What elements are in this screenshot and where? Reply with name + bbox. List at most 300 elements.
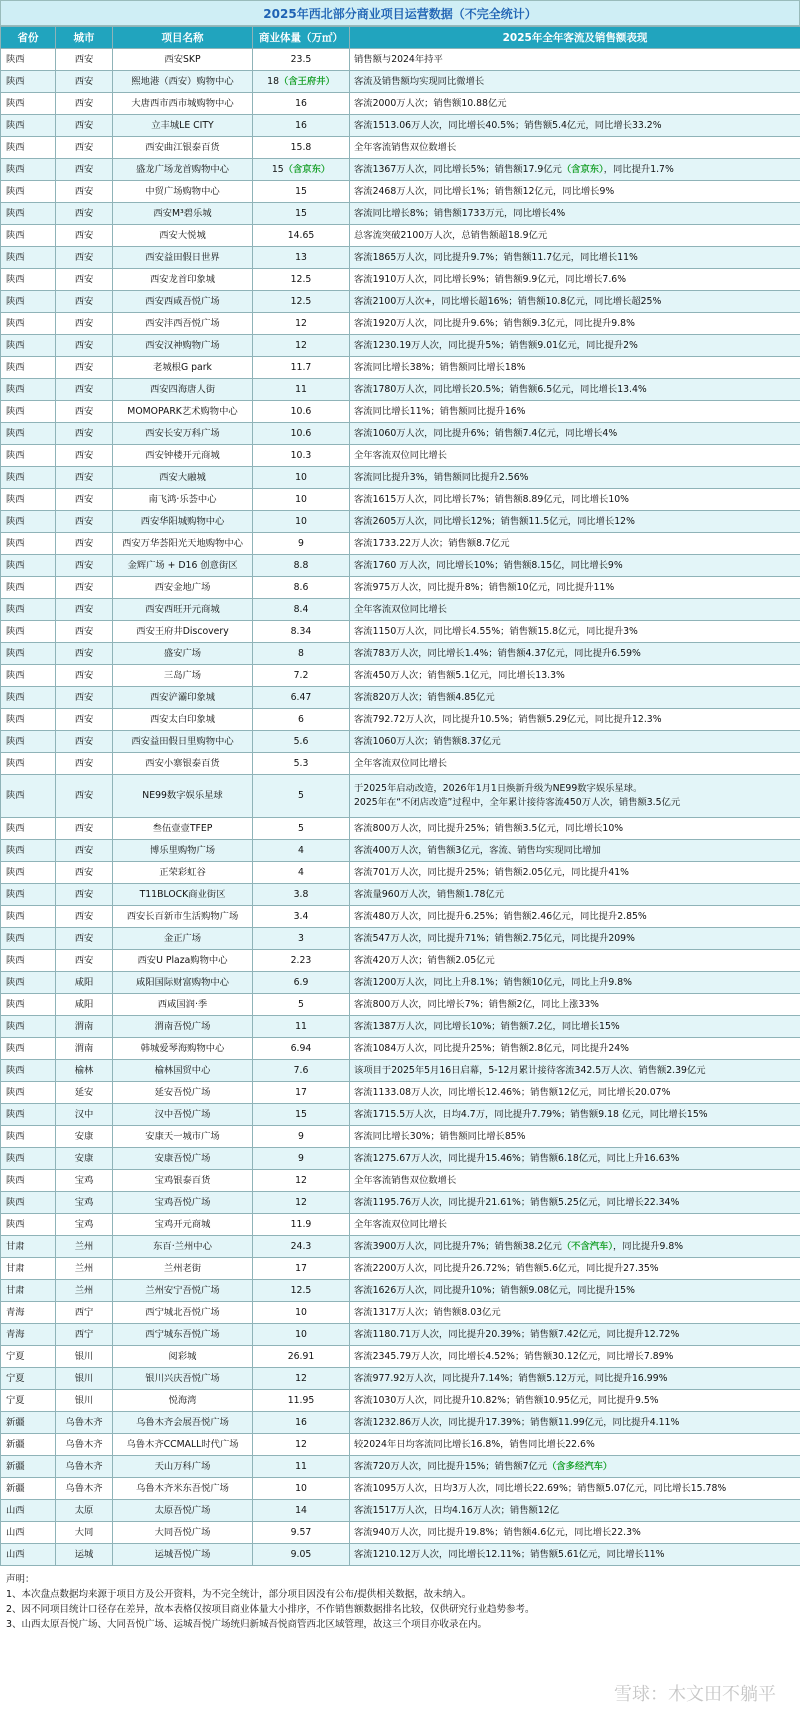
- table-row: [1, 1038, 800, 1060]
- cell-performance: [350, 181, 800, 203]
- cell-province: 陕西: [1, 1214, 56, 1236]
- cell-city: 西宁: [56, 1324, 113, 1346]
- cell-area: [253, 994, 350, 1016]
- area-value: 7.2: [293, 669, 309, 681]
- performance-text: 客流1200万人次，同比上升8.1%；销售额10亿元，同比上升9.8%: [354, 976, 632, 988]
- cell-performance: [350, 335, 800, 357]
- cell-city: 榆林: [56, 1060, 113, 1082]
- cell-performance: [350, 137, 800, 159]
- cell-city: 西安: [56, 181, 113, 203]
- note-line: 2、因不同项目统计口径存在差异，故本表格仅按项目商业体量大小排序，不作销售额数据排名比较，仅供研究行业趋势参考。: [6, 1604, 535, 1615]
- performance-text: 总客流突破2100万人次，总销售额超18.9亿元: [354, 229, 548, 241]
- cell-performance: [350, 1148, 800, 1170]
- cell-performance: [350, 884, 800, 906]
- table-row: [1, 423, 800, 445]
- cell-province: 陕西: [1, 1016, 56, 1038]
- cell-project: 西安汉神购物广场: [113, 335, 253, 357]
- area-value: 10: [295, 515, 307, 527]
- cell-area: [253, 950, 350, 972]
- area-value: 10.6: [290, 405, 312, 417]
- cell-project: 咸阳国际财富购物中心: [113, 972, 253, 994]
- cell-project: 安康天一城市广场: [113, 1126, 253, 1148]
- table-row: [1, 665, 800, 687]
- performance-text: 客流820万人次；销售额4.85亿元: [354, 691, 495, 703]
- cell-area: [253, 313, 350, 335]
- table-row: [1, 181, 800, 203]
- table-row: [1, 137, 800, 159]
- cell-area: [253, 71, 350, 93]
- cell-city: 西安: [56, 247, 113, 269]
- cell-province: 陕西: [1, 643, 56, 665]
- cell-area: [253, 1214, 350, 1236]
- cell-area: [253, 291, 350, 313]
- performance-text: 该项目于2025年5月16日启幕，5-12月累计接待客流342.5万人次、销售额2.39亿元: [354, 1064, 706, 1076]
- performance-text: 客流1513.06万人次，同比增长40.5%；销售额5.4亿元，同比增长33.2%: [354, 119, 662, 131]
- cell-project: 西安西咸吾悦广场: [113, 291, 253, 313]
- area-note: （含王府井）: [279, 75, 335, 87]
- cell-performance: [350, 401, 800, 423]
- cell-city: 西安: [56, 225, 113, 247]
- cell-project: 金辉广场 + D16 创意街区: [113, 555, 253, 577]
- cell-area: [253, 1126, 350, 1148]
- performance-text: 客流977.92万人次，同比提升7.14%；销售额5.12万元，同比提升16.99%: [354, 1372, 668, 1384]
- cell-city: 西安: [56, 687, 113, 709]
- cell-city: 银川: [56, 1368, 113, 1390]
- data-table: [0, 26, 800, 1566]
- cell-city: 银川: [56, 1390, 113, 1412]
- cell-city: 西安: [56, 709, 113, 731]
- cell-project: 安康吾悦广场: [113, 1148, 253, 1170]
- cell-performance: [350, 445, 800, 467]
- cell-area: [253, 423, 350, 445]
- cell-province: 陕西: [1, 950, 56, 972]
- cell-city: 西安: [56, 928, 113, 950]
- cell-city: 西安: [56, 489, 113, 511]
- area-value: 9.57: [290, 1526, 312, 1538]
- cell-city: 安康: [56, 1148, 113, 1170]
- cell-province: 新疆: [1, 1456, 56, 1478]
- cell-project: 大同吾悦广场: [113, 1522, 253, 1544]
- area-value: 3.4: [293, 910, 309, 922]
- table-row: [1, 775, 800, 818]
- area-value: 14.65: [287, 229, 315, 241]
- cell-project: 西安曲江银泰百货: [113, 137, 253, 159]
- cell-area: [253, 577, 350, 599]
- notes-heading: 声明：: [6, 1574, 35, 1585]
- cell-area: [253, 1478, 350, 1500]
- cell-city: 兰州: [56, 1280, 113, 1302]
- cell-province: 陕西: [1, 313, 56, 335]
- area-value: 3: [298, 932, 304, 944]
- performance-text: 客流2345.79万人次，同比增长4.52%；销售额30.12亿元，同比增长7.89%: [354, 1350, 674, 1362]
- cell-city: 宝鸡: [56, 1192, 113, 1214]
- table-row: [1, 1082, 800, 1104]
- table-row: [1, 1016, 800, 1038]
- cell-city: 运城: [56, 1544, 113, 1566]
- performance-text: 客流1084万人次，同比提升25%；销售额2.8亿元，同比提升24%: [354, 1042, 630, 1054]
- cell-city: 西安: [56, 313, 113, 335]
- page-title: 2025年西北部分商业项目运营数据（不完全统计）: [0, 0, 800, 26]
- cell-project: 西安益田假日里购物中心: [113, 731, 253, 753]
- cell-city: 西安: [56, 467, 113, 489]
- cell-area: [253, 1368, 350, 1390]
- table-row: [1, 225, 800, 247]
- table-row: [1, 1522, 800, 1544]
- performance-text: 客流1760 万人次，同比增长10%；销售额8.15亿，同比增长9%: [354, 559, 623, 571]
- area-value: 10: [295, 1306, 307, 1318]
- table-row: [1, 1456, 800, 1478]
- cell-city: 西安: [56, 731, 113, 753]
- performance-text: 全年客流销售双位数增长: [354, 1174, 457, 1186]
- table-row: [1, 1214, 800, 1236]
- cell-area: [253, 643, 350, 665]
- table-row: [1, 1324, 800, 1346]
- cell-city: 兰州: [56, 1236, 113, 1258]
- cell-performance: [350, 1192, 800, 1214]
- cell-performance: [350, 93, 800, 115]
- table-row: [1, 1126, 800, 1148]
- cell-city: 大同: [56, 1522, 113, 1544]
- area-value: 15.8: [290, 141, 312, 153]
- cell-project: 叁伍壹壹TFEP: [113, 818, 253, 840]
- table-row: [1, 1412, 800, 1434]
- cell-area: [253, 203, 350, 225]
- cell-province: 陕西: [1, 1148, 56, 1170]
- area-value: 16: [295, 119, 307, 131]
- cell-project: 中贸广场购物中心: [113, 181, 253, 203]
- cell-province: 陕西: [1, 1170, 56, 1192]
- cell-province: 山西: [1, 1522, 56, 1544]
- cell-project: 延安吾悦广场: [113, 1082, 253, 1104]
- table-row: [1, 840, 800, 862]
- area-value: 11.9: [290, 1218, 312, 1230]
- performance-text: 客流400万人次，销售额3亿元，客流、销售均实现同比增加: [354, 844, 601, 856]
- performance-text: 客流1910万人次，同比增长9%；销售额9.9亿元，同比增长7.6%: [354, 273, 627, 285]
- cell-project: 西安王府井Discovery: [113, 621, 253, 643]
- area-value: 14: [295, 1504, 307, 1516]
- area-value: 10: [295, 1482, 307, 1494]
- area-value: 17: [295, 1086, 307, 1098]
- cell-area: [253, 818, 350, 840]
- area-value: 11: [295, 1460, 307, 1472]
- area-value: 4: [298, 844, 304, 856]
- table-row: [1, 1478, 800, 1500]
- cell-province: 陕西: [1, 489, 56, 511]
- performance-text: 客流1920万人次，同比提升9.6%；销售额9.3亿元，同比提升9.8%: [354, 317, 635, 329]
- area-value: 5: [298, 822, 304, 834]
- cell-project: 西宁城北吾悦广场: [113, 1302, 253, 1324]
- cell-city: 西安: [56, 159, 113, 181]
- area-value: 13: [295, 251, 307, 263]
- area-value: 15: [271, 163, 284, 175]
- cell-performance: [350, 247, 800, 269]
- performance-text: 客流1715.5万人次，日均4.7万，同比提升7.79%；销售额9.18 亿元，同比增长15%: [354, 1108, 708, 1120]
- area-value: 16: [295, 97, 307, 109]
- area-value: 12: [295, 1196, 307, 1208]
- table-row: [1, 994, 800, 1016]
- area-value: 6.94: [290, 1042, 312, 1054]
- performance-text: 客流1030万人次，同比提升10.82%；销售额10.95亿元，同比提升9.5%: [354, 1394, 659, 1406]
- area-value: 12.5: [290, 1284, 312, 1296]
- cell-city: 西安: [56, 291, 113, 313]
- cell-province: 陕西: [1, 753, 56, 775]
- area-value: 6.9: [293, 976, 309, 988]
- area-value: 11: [295, 1020, 307, 1032]
- cell-area: [253, 1324, 350, 1346]
- cell-province: 陕西: [1, 269, 56, 291]
- cell-project: 乌鲁木齐米东吾悦广场: [113, 1478, 253, 1500]
- cell-project: 盛安广场: [113, 643, 253, 665]
- cell-project: 阅彩城: [113, 1346, 253, 1368]
- cell-performance: [350, 950, 800, 972]
- cell-performance: [350, 862, 800, 884]
- cell-city: 西安: [56, 335, 113, 357]
- cell-performance: [350, 1082, 800, 1104]
- area-note: （含京东）: [283, 163, 331, 175]
- cell-project: 南飞鸿·乐荟中心: [113, 489, 253, 511]
- cell-performance: [350, 1456, 800, 1478]
- cell-province: 陕西: [1, 687, 56, 709]
- cell-area: [253, 335, 350, 357]
- cell-city: 西安: [56, 115, 113, 137]
- cell-province: 陕西: [1, 1104, 56, 1126]
- table-row: [1, 291, 800, 313]
- cell-city: 西安: [56, 555, 113, 577]
- table-row: [1, 511, 800, 533]
- cell-area: [253, 731, 350, 753]
- cell-performance: [350, 423, 800, 445]
- cell-project: 西安浐灞印象城: [113, 687, 253, 709]
- cell-area: [253, 621, 350, 643]
- table-row: [1, 599, 800, 621]
- cell-city: 乌鲁木齐: [56, 1412, 113, 1434]
- performance-text: 客流1150万人次，同比增长4.55%；销售额15.8亿元，同比提升3%: [354, 625, 638, 637]
- cell-city: 渭南: [56, 1038, 113, 1060]
- cell-province: 陕西: [1, 71, 56, 93]
- cell-province: 陕西: [1, 357, 56, 379]
- area-value: 9.05: [290, 1548, 312, 1560]
- area-value: 9: [298, 1152, 304, 1164]
- cell-area: [253, 599, 350, 621]
- cell-performance: [350, 1478, 800, 1500]
- cell-project: 西安小寨银泰百货: [113, 753, 253, 775]
- cell-city: 乌鲁木齐: [56, 1478, 113, 1500]
- cell-project: 乌鲁木齐会展吾悦广场: [113, 1412, 253, 1434]
- cell-project: 榆林国贸中心: [113, 1060, 253, 1082]
- cell-province: 陕西: [1, 335, 56, 357]
- cell-area: [253, 840, 350, 862]
- cell-area: [253, 972, 350, 994]
- cell-area: [253, 467, 350, 489]
- cell-area: [253, 1148, 350, 1170]
- area-value: 4: [298, 866, 304, 878]
- cell-province: 甘肃: [1, 1280, 56, 1302]
- performance-text: 客流2200万人次，同比提升26.72%；销售额5.6亿元，同比提升27.35%: [354, 1262, 659, 1274]
- area-value: 6: [298, 713, 304, 725]
- performance-text: 客流1060万人次；销售额8.37亿元: [354, 735, 501, 747]
- performance-text: 销售额与2024年持平: [354, 53, 443, 65]
- area-value: 5: [298, 790, 304, 801]
- cell-project: 西安长百新市生活购物广场: [113, 906, 253, 928]
- table-row: [1, 401, 800, 423]
- cell-province: 陕西: [1, 972, 56, 994]
- cell-performance: [350, 379, 800, 401]
- cell-city: 太原: [56, 1500, 113, 1522]
- cell-city: 西安: [56, 533, 113, 555]
- cell-performance: [350, 1280, 800, 1302]
- cell-area: [253, 665, 350, 687]
- cell-province: 青海: [1, 1302, 56, 1324]
- cell-province: 陕西: [1, 818, 56, 840]
- area-value: 11.7: [290, 361, 312, 373]
- cell-project: 西安太白印象城: [113, 709, 253, 731]
- cell-province: 陕西: [1, 379, 56, 401]
- cell-city: 西安: [56, 49, 113, 71]
- performance-text: 客流975万人次，同比提升8%；销售额10亿元，同比提升11%: [354, 581, 615, 593]
- cell-project: 西安大融城: [113, 467, 253, 489]
- table-row: [1, 1346, 800, 1368]
- cell-performance: [350, 489, 800, 511]
- table-row: [1, 577, 800, 599]
- cell-area: [253, 115, 350, 137]
- cell-city: 宝鸡: [56, 1214, 113, 1236]
- cell-performance: [350, 1522, 800, 1544]
- performance-text: 客流1232.86万人次，同比提升17.39%；销售额11.99亿元，同比提升4.11%: [354, 1416, 680, 1428]
- cell-city: 乌鲁木齐: [56, 1434, 113, 1456]
- cell-province: 宁夏: [1, 1368, 56, 1390]
- cell-area: [253, 1456, 350, 1478]
- cell-province: 陕西: [1, 994, 56, 1016]
- cell-city: 西安: [56, 906, 113, 928]
- cell-city: 西安: [56, 950, 113, 972]
- cell-area: [253, 401, 350, 423]
- cell-project: 西咸国润·季: [113, 994, 253, 1016]
- cell-area: [253, 906, 350, 928]
- area-value: 15: [295, 1108, 307, 1120]
- cell-project: 西安SKP: [113, 49, 253, 71]
- cell-city: 银川: [56, 1346, 113, 1368]
- cell-performance: [350, 818, 800, 840]
- cell-performance: [350, 1324, 800, 1346]
- performance-text: 客流同比提升3%，销售额同比提升2.56%: [354, 471, 529, 483]
- cell-performance: [350, 1258, 800, 1280]
- cell-area: [253, 1258, 350, 1280]
- cell-performance: [350, 643, 800, 665]
- table-row: [1, 203, 800, 225]
- cell-project: 乌鲁木齐CCMALL时代广场: [113, 1434, 253, 1456]
- cell-province: 陕西: [1, 203, 56, 225]
- cell-province: 甘肃: [1, 1236, 56, 1258]
- cell-city: 西安: [56, 357, 113, 379]
- cell-performance: [350, 291, 800, 313]
- performance-text: 客流547万人次，同比提升71%；销售额2.75亿元，同比提升209%: [354, 932, 635, 944]
- cell-area: [253, 1412, 350, 1434]
- table-row: [1, 1170, 800, 1192]
- notes: [0, 1566, 800, 1632]
- performance-note: （不含汽车）: [561, 1240, 613, 1252]
- cell-performance: [350, 775, 800, 818]
- performance-text: 全年客流双位同比增长: [354, 449, 447, 461]
- area-value: 17: [295, 1262, 307, 1274]
- cell-province: 新疆: [1, 1412, 56, 1434]
- performance-text: 全年客流双位同比增长: [354, 1218, 447, 1230]
- cell-city: 咸阳: [56, 994, 113, 1016]
- cell-province: 陕西: [1, 1126, 56, 1148]
- cell-city: 西安: [56, 818, 113, 840]
- cell-area: [253, 1016, 350, 1038]
- cell-city: 西安: [56, 71, 113, 93]
- performance-text: 客流1517万人次，日均4.16万人次；销售额12亿: [354, 1504, 559, 1516]
- performance-text: 客流1133.08万人次，同比增长12.46%；销售额12亿元，同比增长20.07%: [354, 1086, 671, 1098]
- table-row: [1, 555, 800, 577]
- cell-city: 西安: [56, 643, 113, 665]
- table-row: [1, 1192, 800, 1214]
- cell-area: [253, 1522, 350, 1544]
- cell-area: [253, 1060, 350, 1082]
- table-row: [1, 379, 800, 401]
- cell-city: 西安: [56, 379, 113, 401]
- cell-province: 陕西: [1, 840, 56, 862]
- note-line: 3、山西太原吾悦广场、大同吾悦广场、运城吾悦广场统归新城吾悦商管西北区域管理，故这三个项目亦收录在内。: [6, 1619, 488, 1630]
- cell-area: [253, 1192, 350, 1214]
- performance-text: 客流1317万人次；销售额8.03亿元: [354, 1306, 501, 1318]
- table-row: [1, 928, 800, 950]
- cell-project: 西安钟楼开元商城: [113, 445, 253, 467]
- cell-project: 汉中吾悦广场: [113, 1104, 253, 1126]
- cell-project: 宝鸡吾悦广场: [113, 1192, 253, 1214]
- cell-performance: [350, 994, 800, 1016]
- table-row: [1, 1500, 800, 1522]
- performance-text: 客流1210.12万人次，同比增长12.11%；销售额5.61亿元，同比增长11%: [354, 1548, 665, 1560]
- cell-performance: [350, 709, 800, 731]
- cell-city: 西安: [56, 884, 113, 906]
- performance-text: 客流792.72万人次，同比提升10.5%；销售额5.29亿元，同比提升12.3%: [354, 713, 662, 725]
- cell-province: 陕西: [1, 731, 56, 753]
- cell-performance: [350, 1038, 800, 1060]
- col-header-area: 商业体量（万㎡）: [253, 27, 350, 49]
- cell-project: 西安U Plaza购物中心: [113, 950, 253, 972]
- cell-performance: [350, 577, 800, 599]
- performance-text: 客流1275.67万人次，同比提升15.46%；销售额6.18亿元，同比上升16.63%: [354, 1152, 680, 1164]
- area-value: 5: [298, 998, 304, 1010]
- cell-project: 西安华阳城购物中心: [113, 511, 253, 533]
- area-value: 9: [298, 1130, 304, 1142]
- cell-performance: [350, 1412, 800, 1434]
- note-line: 1、本次盘点数据均来源于项目方及公开资料，为不完全统计，部分项目因没有公布/提供相关数据，故未纳入。: [6, 1589, 472, 1600]
- area-value: 8.4: [293, 603, 309, 615]
- cell-province: 陕西: [1, 709, 56, 731]
- performance-text: 较2024年日均客流同比增长16.8%，销售同比增长22.6%: [354, 1438, 595, 1450]
- cell-project: 博乐里购物广场: [113, 840, 253, 862]
- watermark: 雪球：木文田不躺平: [614, 1684, 776, 1705]
- cell-city: 汉中: [56, 1104, 113, 1126]
- table-row: [1, 1236, 800, 1258]
- cell-province: 陕西: [1, 577, 56, 599]
- cell-city: 兰州: [56, 1258, 113, 1280]
- area-value: 16: [295, 1416, 307, 1428]
- cell-province: 陕西: [1, 159, 56, 181]
- cell-project: 西安四海唐人街: [113, 379, 253, 401]
- area-value: 23.5: [290, 53, 312, 65]
- cell-performance: [350, 1368, 800, 1390]
- table-row: [1, 1302, 800, 1324]
- cell-city: 渭南: [56, 1016, 113, 1038]
- table-row: [1, 71, 800, 93]
- table-row: [1, 687, 800, 709]
- table-row: [1, 269, 800, 291]
- cell-city: 咸阳: [56, 972, 113, 994]
- table-row: [1, 467, 800, 489]
